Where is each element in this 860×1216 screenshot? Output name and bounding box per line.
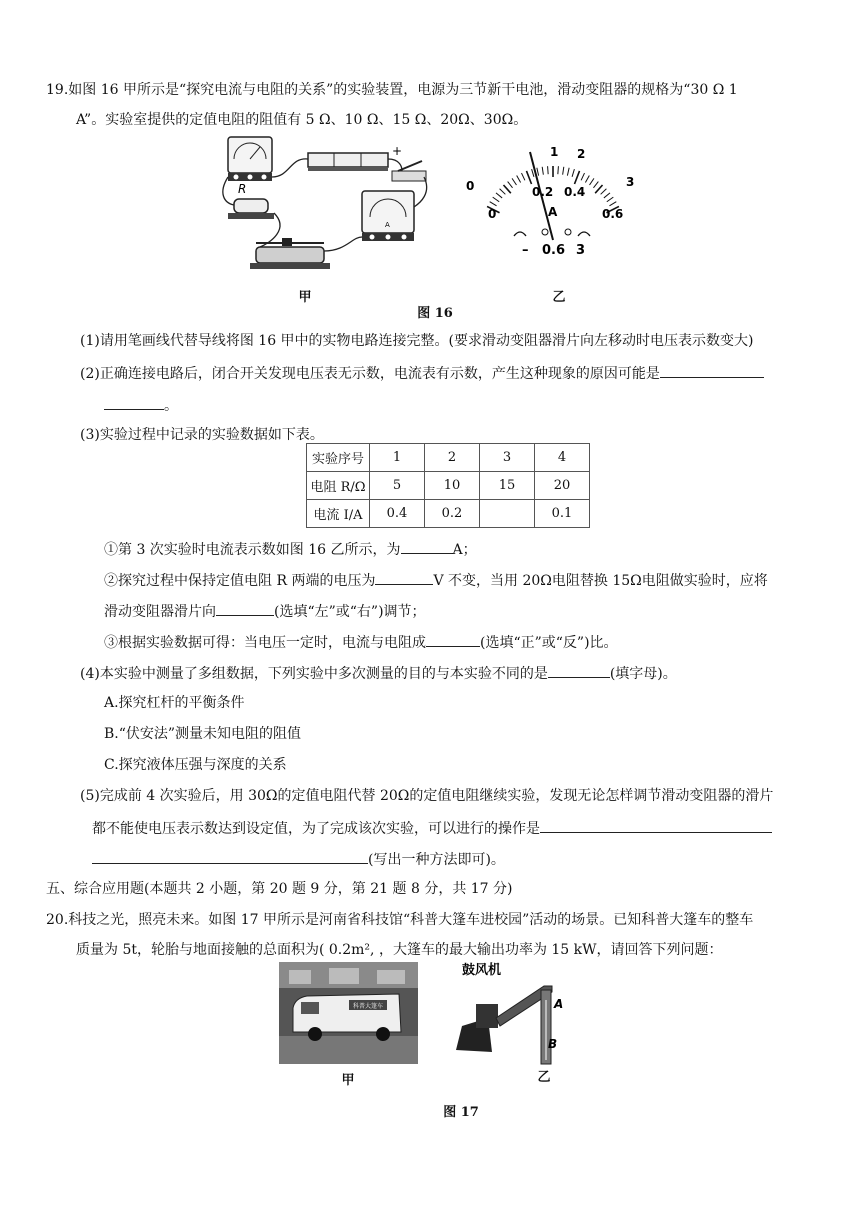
answer-blank[interactable] [540, 817, 772, 833]
dial-tick [593, 182, 598, 188]
dial-scale-top-3: 3 [626, 175, 635, 189]
dial-tick [503, 185, 510, 193]
figure-17-label-b: 乙 [537, 1070, 551, 1085]
option-c: C.探究液体压强与深度的关系 [104, 757, 287, 773]
rheostat-icon [250, 238, 330, 269]
figure-16-label-a: 甲 [298, 290, 312, 305]
dial-tick [572, 169, 574, 177]
figure-17-label-a: 甲 [341, 1073, 355, 1088]
dial-scale-bottom-0.4: 0.4 [564, 185, 586, 199]
section-5-heading: 五、综合应用题(本题共 2 小题，第 20 题 9 分，第 21 题 8 分，共 17 分) [46, 881, 513, 897]
table-cell: 0.1 [535, 500, 590, 528]
answer-blank[interactable] [401, 538, 453, 554]
table-cell: 电阻 R/Ω [307, 472, 370, 500]
dial-scale-top-2: 2 [577, 147, 586, 161]
dial-scale-bottom-0.2: 0.2 [532, 185, 554, 199]
q19-part-5-cont: 都不能使电压表示数达到设定值，为了完成该次实验，可以进行的操作是 [92, 817, 772, 839]
option-b: B.“伏安法”测量未知电阻的阻值 [104, 726, 302, 742]
table-cell: 15 [480, 472, 535, 500]
dial-tick [558, 166, 559, 174]
terminal-0.6: 0.6 [542, 243, 566, 258]
dial-unit: A [548, 205, 558, 219]
table-header-cell: 4 [535, 444, 590, 472]
q19-part-2-cont: 。 [104, 394, 178, 416]
svg-text:A: A [385, 221, 390, 229]
figure-16-label-b: 乙 [552, 290, 566, 305]
dial-tick [563, 167, 564, 175]
dial-tick [604, 193, 610, 198]
point-b-label: B [548, 1037, 558, 1051]
van-side-text: 科普大篷车 [352, 1003, 384, 1010]
figure-16-ammeter-dial [458, 140, 648, 260]
q19-sub-1: ①第 3 次实验时电流表示数如图 16 乙所示，为 A； [104, 538, 477, 560]
figure-16-caption: 图 16 [417, 306, 453, 321]
terminal-minus: – [522, 243, 529, 258]
q19-part-2: (2)正确连接电路后，闭合开关发现电压表无示数，电流表有示数，产生这种现象的原因可能是 [80, 362, 764, 384]
answer-blank[interactable] [548, 662, 610, 678]
answer-blank[interactable] [104, 394, 164, 410]
table-header-cell: 2 [425, 444, 480, 472]
q19-part-5-end: (写出一种方法即可)。 [92, 848, 505, 870]
voltmeter-icon [228, 137, 272, 181]
table-header-cell: 1 [370, 444, 425, 472]
q20-line-1: 20.科技之光，照亮未来。如图 17 甲所示是河南省科技馆“科普大篷车进校园”活动的场景。已知科普大篷车的整车 [46, 912, 754, 928]
dial-tick [532, 169, 534, 177]
dial-tick [508, 182, 513, 188]
dial-tick [526, 171, 531, 184]
dial-scale-top-1: 1 [550, 145, 559, 159]
battery-pack-icon [308, 153, 388, 171]
table-cell: 10 [425, 472, 480, 500]
dial-tick [521, 173, 524, 180]
dial-scale-bottom-0.6: 0.6 [602, 207, 624, 221]
table-cell: 20 [535, 472, 590, 500]
table-row [307, 472, 590, 500]
battery-plus-sign: + [392, 144, 403, 158]
blower-label: 鼓风机 [462, 963, 502, 978]
point-a-label: A [554, 997, 564, 1011]
dial-tick [567, 168, 569, 176]
blower-icon [456, 1004, 498, 1052]
q19-part-5: (5)完成前 4 次实验后，用 30Ω的定值电阻代替 20Ω的定值电阻继续实验，发现无论怎样调节滑动变阻器的滑片 [80, 788, 774, 804]
dial-scale-bottom-0: 0 [488, 207, 497, 221]
table-header-cell: 实验序号 [307, 444, 370, 472]
dial-tick [493, 197, 500, 202]
q19-part-1: (1)请用笔画线代替导线将图 16 甲中的实物电路连接完整。(要求滑动变阻器滑片向左移动时电压表示数变大) [80, 333, 754, 349]
table-row [307, 500, 590, 528]
dial-tick [590, 178, 594, 185]
answer-blank[interactable] [660, 362, 764, 378]
table-cell: 0.4 [370, 500, 425, 528]
table-header-cell: 3 [480, 444, 535, 472]
dial-tick [490, 202, 497, 206]
q20-line-2: 质量为 5t，轮胎与地面接触的总面积为( 0.2m², ，大篷车的最大输出功率为 15 kW，请回答下列问题： [76, 942, 723, 958]
q19-sub-2-cont: 滑动变阻器滑片向 (选填“左”或“右”)调节； [104, 600, 426, 622]
dial-tick [609, 202, 616, 206]
dial-scale-top-0: 0 [466, 179, 475, 193]
answer-blank[interactable] [92, 848, 368, 864]
table-cell: 5 [370, 472, 425, 500]
figure-17-van-photo [279, 962, 418, 1064]
q19-line-2: A”。实验室提供的定值电阻的阻值有 5 Ω、10 Ω、15 Ω、20Ω、30Ω。 [76, 112, 528, 128]
dial-tick [575, 171, 580, 184]
switch-icon [392, 161, 426, 181]
table-cell [480, 500, 535, 528]
option-a: A.探究杠杆的平衡条件 [104, 695, 245, 711]
answer-blank[interactable] [375, 569, 433, 585]
q19-part-3: (3)实验过程中记录的实验数据如下表。 [80, 427, 324, 443]
q19-sub-3: ③根据实验数据可得：当电压一定时，电流与电阻成 (选填“正”或“反”)比。 [104, 631, 618, 653]
dial-tick [542, 167, 543, 175]
q19-sub-2: ②探究过程中保持定值电阻 R 两端的电压为 V 不变，当用 20Ω电阻替换 15Ω电阻做实验时，应将 [104, 569, 768, 591]
dial-tick [585, 176, 589, 183]
table-cell: 0.2 [425, 500, 480, 528]
dial-tick [607, 197, 614, 202]
dial-tick [517, 176, 521, 183]
q19-part-4: (4)本实验中测量了多组数据，下列实验中多次测量的目的与本实验不同的是 (填字母)。 [80, 662, 677, 684]
resistor-label: R [238, 182, 247, 196]
dial-tick [595, 185, 602, 193]
figure-17-caption: 图 17 [443, 1105, 479, 1120]
answer-blank[interactable] [426, 631, 480, 647]
answer-blank[interactable] [216, 600, 274, 616]
table-cell: 电流 I/A [307, 500, 370, 528]
dial-tick [548, 166, 549, 174]
dial-tick [512, 178, 516, 185]
terminal-3: 3 [576, 243, 586, 258]
dial-tick [500, 189, 506, 195]
dial-tick [537, 168, 539, 176]
ammeter-icon [362, 191, 414, 241]
figure-17-blower-diagram [448, 960, 578, 1070]
dial-tick [581, 173, 584, 180]
dial-tick [496, 193, 502, 198]
dial-tick [601, 189, 607, 195]
figure-16-circuit [220, 133, 440, 283]
data-table [306, 443, 590, 528]
resistor-icon [228, 199, 274, 219]
q19-line-1: 19.如图 16 甲所示是“探究电流与电阻的关系”的实验装置，电源为三节新干电池，滑动变阻器的规格为“30 Ω 1 [46, 82, 738, 98]
table-header-row [307, 444, 590, 472]
